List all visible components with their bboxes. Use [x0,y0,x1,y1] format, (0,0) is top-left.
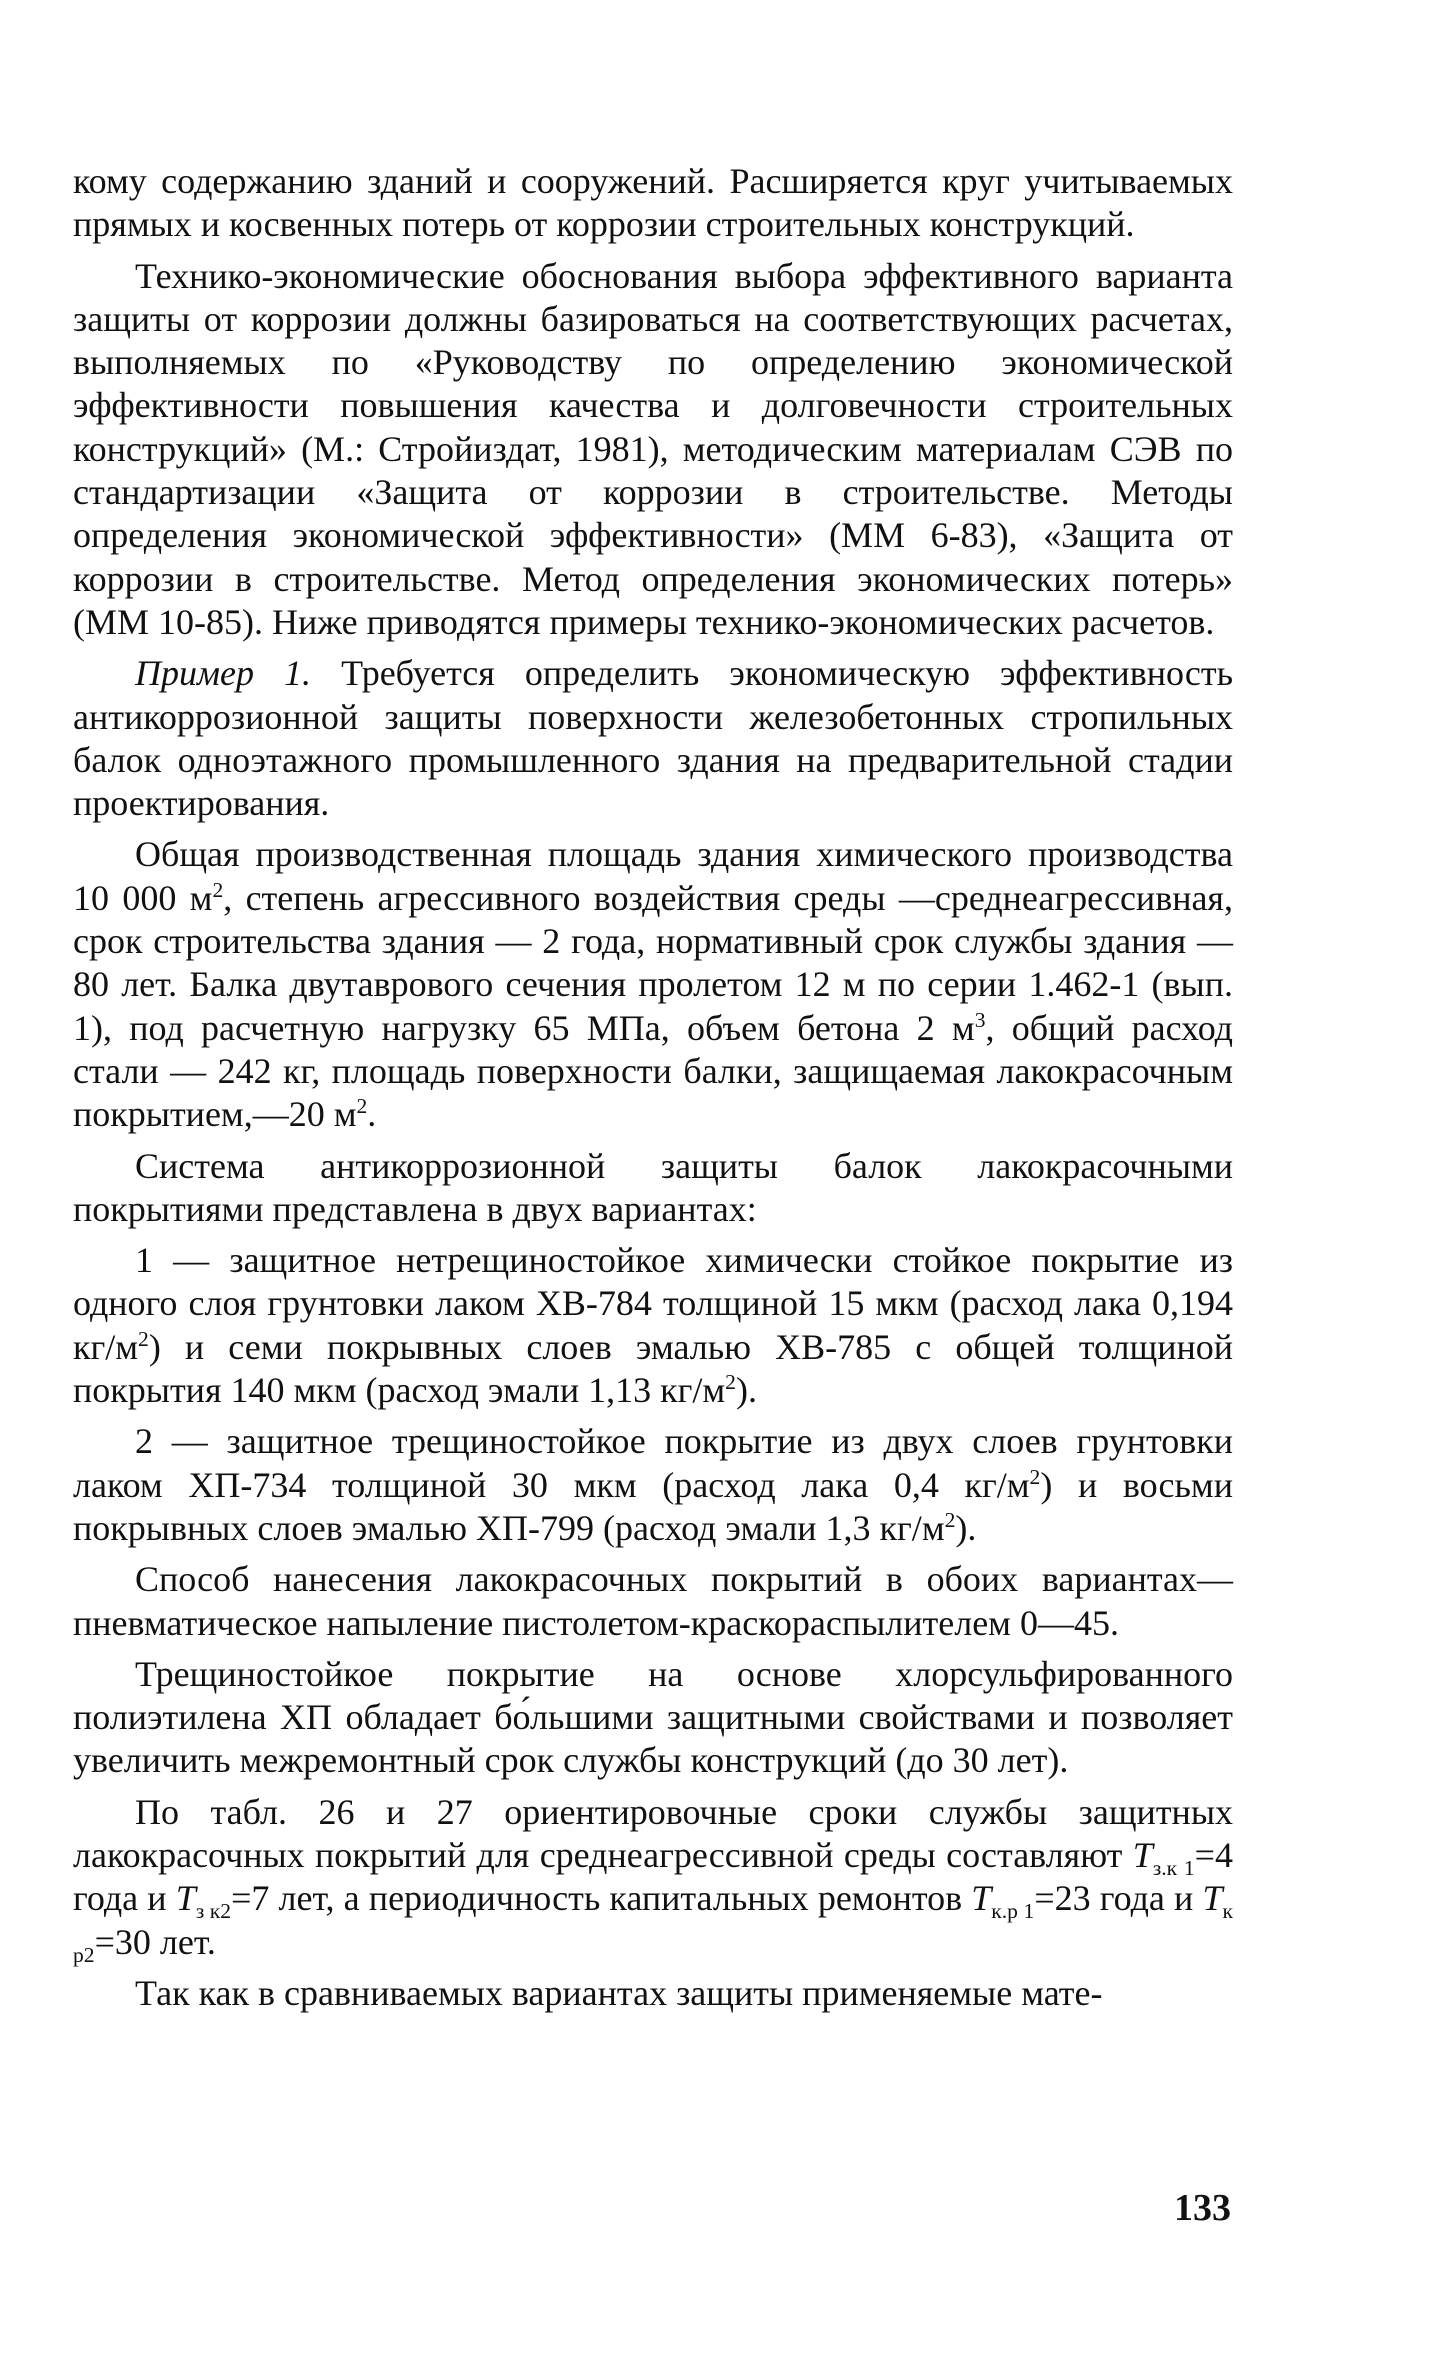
service-text-c: =7 лет, а периодичность капитальных ремонтов [231,1878,972,1919]
service-text-d: =23 года и [1034,1878,1203,1919]
variant2-text-c: ). [955,1507,977,1548]
paragraph-last: Так как в сравниваемых вариантах защиты применяемые мате- [135,1972,1103,2013]
variant2-sup-b: 2 [944,1507,956,1532]
variant2-text-b: ) и восьми покрывных слоев эмалью ХП-799 (расход эмали 1,3 кг/м [73,1464,1233,1548]
building-text-2: , степень агрессивного воздействия среды —среднеагрессивная, срок строительства здания — 2 года, нормативный срок службы здания — 80 лет. Балка двутаврового сечения пролетом 12 м по серии 1.462-1 (вып. 1), под расчетную нагрузку 65 МПа, объем бетона 2 м [73,877,1233,1048]
building-sup-2: 3 [974,1007,986,1032]
paragraph-service-life [73,1791,1233,1967]
variant1-sup-b: 2 [725,1370,736,1395]
building-text-1: Общая производственная площадь здания химического производства 10 000 м [73,834,1233,918]
building-text-4: . [367,1094,377,1135]
service-var-4: T [1202,1878,1223,1919]
paragraph-crack-resistant: Трещиностойкое покрытие на основе хлорсульфированного полиэтилена ХП обладает бо́льшими защитными свойствами и позволяет увеличить межремонтный срок службы конструкций (до 30 лет). [73,1653,1233,1781]
example-label: Пример 1. [135,653,312,694]
building-sup-1: 2 [212,877,224,902]
paragraph-intro: кому содержанию зданий и сооружений. Расширяется круг учитываемых прямых и косвенных потерь от коррозии строительных конструкций. [73,161,1233,245]
variant1-text-b: ) и семи покрывных слоев эмалью ХВ-785 с общей толщиной покрытия 140 мкм (расход эмали 1,13 кг/м [73,1326,1233,1411]
paragraph-feasibility: Технико-экономические обоснования выбора эффективного варианта защиты от коррозии должны базироваться на соответствующих расчетах, выполняемых по «Руководству по определению экономической эффективности повышения качества и долговечности строительных конструкций» (М.: Стройиздат, 1981), методическим материалам СЭВ по стандартизации «Защита от коррозии в строительстве. Методы определения экономической эффективности» (ММ 6-83), «Защита от коррозии в строительстве. Метод определения экономических потерь» (ММ 10-85). Ниже приводятся примеры технико-экономических расчетов. [73,255,1233,642]
building-text-3: , общий расход стали — 242 кг, площадь поверхности балки, защищаемая лакокрасочным покрытием,—20 м [73,1007,1233,1135]
variant1-text-a: 1 — защитное нетрещиностойкое химически стойкое покрытие из одного слоя грунтовки лаком ХВ-784 толщиной 15 мкм (расход лака 0,194 кг/м [73,1240,1233,1367]
service-text-e: =30 лет. [94,1921,216,1962]
service-var-2: T [175,1878,196,1919]
paragraph-system-intro: Система антикоррозионной защиты балок лакокрасочными покрытиями представлена в двух вариантах: [73,1145,1233,1229]
page-number: 133 [1174,2187,1231,2229]
service-text-a: По табл. 26 и 27 ориентировочные сроки службы защитных лакокрасочных покрытий для среднеагрессивной среды составляют [73,1791,1233,1875]
building-sup-3: 2 [356,1094,368,1119]
service-sub-2: з к2 [195,1899,232,1924]
service-text-b: =4 года и [73,1834,1233,1919]
page-body [73,160,1233,2023]
paragraph-variant-1 [73,1239,1233,1412]
variant1-sup-a: 2 [138,1326,149,1351]
service-sub-1: з.к 1 [1152,1856,1195,1881]
paragraph-example [73,652,1233,825]
service-sub-3: к.р 1 [991,1899,1035,1924]
service-sub-4: к р2 [73,1899,1233,1967]
example-text: Требуется определить экономическую эффективность антикоррозионной защиты поверхности железобетонных стропильных балок одноэтажного промышленного здания на предварительной стадии проектирования. [73,653,1233,824]
variant2-sup-a: 2 [1029,1464,1041,1489]
paragraph-building [73,833,1233,1136]
service-var-3: T [971,1878,992,1919]
variant1-text-c: ). [735,1370,757,1411]
service-var-1: T [1132,1834,1153,1875]
paragraph-method: Способ нанесения лакокрасочных покрытий в обоих вариантах— пневматическое напыление пистолетом-краскораспылителем 0—45. [73,1559,1233,1643]
variant2-text-a: 2 — защитное трещиностойкое покрытие из двух слоев грунтовки лаком ХП-734 толщиной 30 мкм (расход лака 0,4 кг/м [73,1421,1233,1505]
paragraph-variant-2 [73,1420,1233,1550]
